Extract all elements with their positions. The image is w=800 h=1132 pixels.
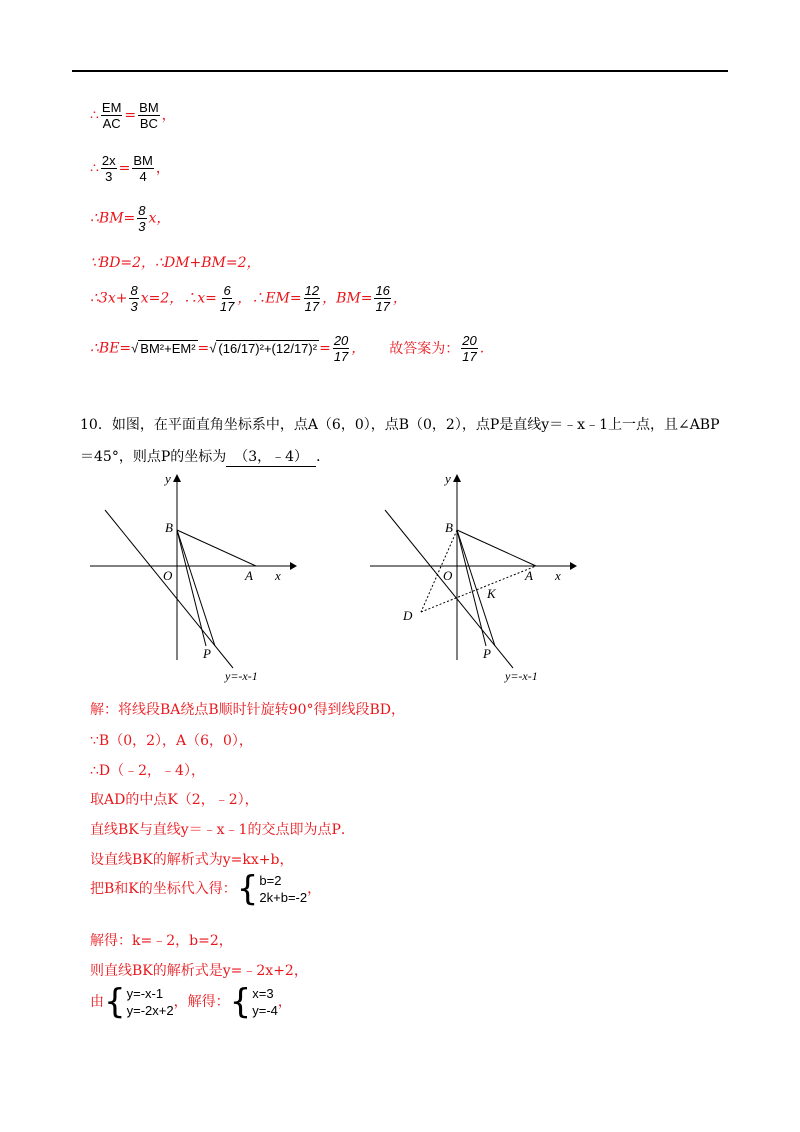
- eq-line-5: [90, 283, 407, 314]
- text: ∴BM=: [90, 210, 136, 227]
- equation: y=-x-1: [126, 986, 164, 1001]
- point-P-label: P: [483, 646, 491, 661]
- equation: x=3: [252, 986, 274, 1001]
- segment-DA-dotted: [421, 566, 536, 612]
- text: ，BM=: [322, 290, 373, 307]
- text: 把B和K的坐标代入得：: [90, 881, 237, 897]
- point-B-label: B: [165, 520, 173, 535]
- y-arrow-icon: [453, 474, 461, 482]
- denominator: 3: [130, 299, 138, 314]
- solution-line-3: ∴D（﹣2，﹣4），: [90, 763, 205, 779]
- therefore-symbol: ∴: [90, 160, 99, 177]
- question-line-2: [80, 446, 330, 467]
- punct: ，: [161, 107, 176, 124]
- fraction: [374, 283, 390, 314]
- denominator: 17: [219, 299, 235, 314]
- numerator: 16: [375, 283, 390, 298]
- brace-icon: {: [229, 982, 252, 1022]
- numerator: EM: [101, 100, 122, 115]
- fraction: [129, 283, 138, 314]
- equation: y=-2x+2: [126, 1003, 174, 1018]
- fraction: [138, 100, 160, 131]
- answer-label: 故答案为：: [389, 340, 460, 357]
- denominator: 3: [138, 219, 146, 234]
- point-B-label: B: [445, 520, 453, 535]
- numerator: BM: [139, 100, 159, 115]
- solution-line-9: 则直线BK的解析式是y=﹣2x+2，: [90, 963, 308, 979]
- denominator: 17: [304, 299, 320, 314]
- text: ，: [351, 340, 366, 357]
- brace-icon: {: [236, 869, 259, 909]
- line-label: y=-x-1: [505, 669, 538, 683]
- denominator: 4: [139, 169, 147, 184]
- segment-BA: [457, 530, 536, 566]
- punct: ，: [155, 160, 170, 177]
- punct: ，: [307, 881, 322, 897]
- origin-label: O: [163, 568, 173, 583]
- point-D-label: D: [403, 608, 413, 623]
- numerator: 20: [333, 333, 349, 348]
- equation: b=2: [259, 873, 282, 888]
- solution-line-6: 设直线BK的解析式为y=kx+b，: [90, 852, 294, 868]
- solution-line-5: 直线BK与直线y＝﹣x﹣1的交点即为点P．: [90, 822, 355, 838]
- point-A-label: A: [245, 568, 253, 583]
- text: 由: [90, 994, 104, 1010]
- eq-line-3: [90, 203, 170, 234]
- figure-right: [365, 470, 580, 685]
- question-line-1: 10．如图，在平面直角坐标系中，点A（6，0），点B（0，2），点P是直线y＝﹣x﹣1上一点，且∠ABP: [80, 417, 720, 433]
- sqrt-expression-1: √ BM²+EM²: [131, 340, 196, 356]
- eq-line-4: ∵BD=2，∴DM+BM=2，: [90, 255, 261, 271]
- denominator: 17: [333, 349, 349, 364]
- x-arrow-icon: [570, 562, 577, 570]
- line-label: y=-x-1: [225, 669, 258, 683]
- origin-label: O: [443, 568, 453, 583]
- denominator: 17: [375, 299, 390, 314]
- fraction: [132, 153, 154, 184]
- equals: =: [319, 340, 331, 357]
- plus: +: [263, 340, 272, 356]
- term: (12/17)²: [271, 340, 318, 356]
- brace-icon: {: [104, 982, 126, 1022]
- segment-BP: [177, 530, 215, 646]
- numerator: 12: [304, 283, 320, 298]
- text: x，: [148, 210, 171, 227]
- segment-BA: [177, 530, 256, 566]
- point-A-label: A: [525, 568, 533, 583]
- y-label: y: [165, 471, 171, 486]
- eq-line-2: [90, 153, 170, 184]
- term: (16/17)²: [218, 340, 264, 356]
- text: ＝45°，则点P的坐标为: [80, 449, 227, 465]
- numerator: 8: [130, 283, 138, 298]
- segment-BP-2: [177, 530, 206, 646]
- equals: =: [118, 160, 131, 177]
- figure-left: [85, 470, 300, 685]
- equals: =: [124, 107, 137, 124]
- text: ，∴EM=: [237, 290, 302, 307]
- header-rule: [72, 70, 728, 72]
- text: ∴3x+: [90, 290, 128, 307]
- fraction: [101, 100, 123, 131]
- x-label: x: [275, 568, 281, 583]
- solution-line-7: [90, 869, 322, 909]
- answer-blank: （3，﹣4）: [226, 446, 316, 467]
- denominator: 3: [105, 169, 113, 184]
- equation-system: [229, 982, 278, 1022]
- solution-line-10: [90, 982, 292, 1022]
- solution-line-1: 解：将线段BA绕点B顺时针旋转90°得到线段BD，: [90, 702, 406, 718]
- x-arrow-icon: [290, 562, 297, 570]
- text: ，: [392, 290, 407, 307]
- point-P-label: P: [203, 646, 211, 661]
- y-arrow-icon: [173, 474, 181, 482]
- eq-line-6: [90, 333, 484, 364]
- equation: 2k+b=-2: [259, 890, 308, 905]
- numerator: 8: [138, 203, 146, 218]
- numerator: 2x: [101, 153, 116, 168]
- numerator: 20: [462, 333, 477, 348]
- eq-line-1: [90, 100, 176, 131]
- equation: y=-4: [252, 1003, 278, 1018]
- punct: .: [479, 340, 485, 357]
- fraction: [219, 283, 235, 314]
- denominator: 17: [462, 349, 477, 364]
- therefore-symbol: ∴: [90, 107, 99, 124]
- solution-line-4: 取AD的中点K（2，﹣2），: [90, 792, 259, 808]
- solution-line-8: 解得：k=﹣2，b=2，: [90, 933, 233, 949]
- text: ∴BE=: [90, 340, 132, 357]
- punct: ，: [277, 994, 292, 1010]
- fraction: [333, 333, 349, 364]
- punct: ．: [316, 449, 331, 465]
- equals: =: [197, 340, 210, 357]
- fraction: [304, 283, 320, 314]
- numerator: 6: [223, 283, 231, 298]
- fraction: [101, 153, 117, 184]
- solution-line-2: ∵B（0，2），A（6，0），: [90, 733, 253, 749]
- text: x=2，∴x=: [140, 290, 217, 307]
- denominator: BC: [139, 116, 158, 131]
- y-label: y: [445, 471, 451, 486]
- radicand: BM²+EM²: [140, 340, 196, 356]
- x-label: x: [555, 568, 561, 583]
- sqrt-expression-2: √ (16/17)²+(12/17)²: [209, 340, 318, 356]
- equation-system: [104, 982, 174, 1022]
- denominator: AC: [102, 116, 121, 131]
- text: ，解得：: [173, 994, 230, 1010]
- fraction: [137, 203, 146, 234]
- equation-system: [236, 869, 308, 909]
- numerator: BM: [133, 153, 153, 168]
- fraction: [461, 333, 477, 364]
- point-K-label: K: [487, 586, 496, 601]
